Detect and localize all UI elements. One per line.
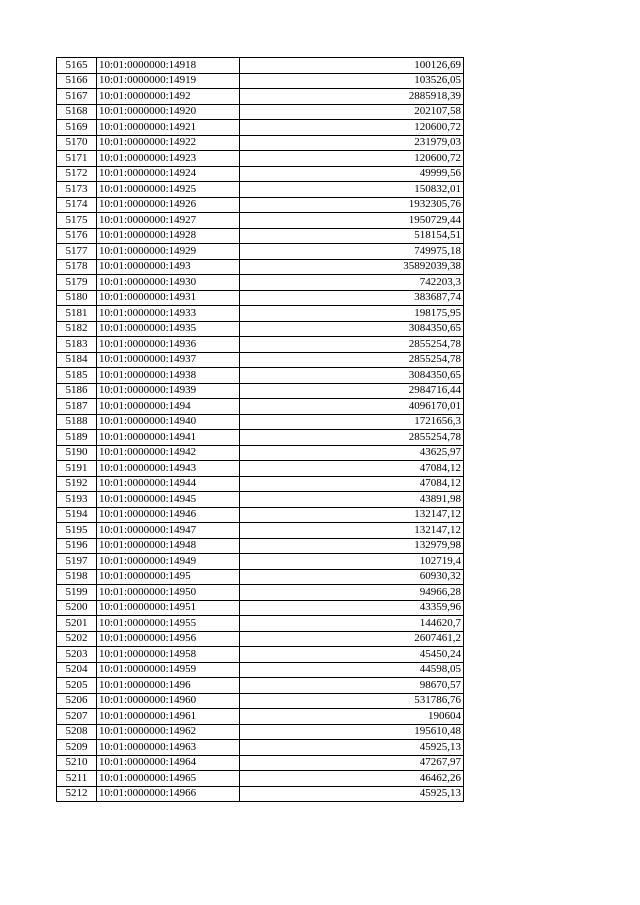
cadastral-number-cell: 10:01:0000000:14959 xyxy=(97,662,240,678)
value-cell: 531786,76 xyxy=(240,693,464,709)
cadastral-number-cell: 10:01:0000000:14937 xyxy=(97,352,240,368)
value-cell: 120600,72 xyxy=(240,120,464,136)
row-number-cell: 5175 xyxy=(57,213,97,229)
cadastral-number-cell: 10:01:0000000:1496 xyxy=(97,678,240,694)
cadastral-number-cell: 10:01:0000000:14947 xyxy=(97,523,240,539)
row-number-cell: 5184 xyxy=(57,352,97,368)
table-row xyxy=(57,600,464,616)
table-row xyxy=(57,213,464,229)
cadastral-number-cell: 10:01:0000000:14922 xyxy=(97,135,240,151)
row-number-cell: 5204 xyxy=(57,662,97,678)
value-cell: 43891,98 xyxy=(240,492,464,508)
value-cell: 35892039,38 xyxy=(240,259,464,275)
cadastral-number-cell: 10:01:0000000:14936 xyxy=(97,337,240,353)
cadastral-number-cell: 10:01:0000000:14955 xyxy=(97,616,240,632)
table-row xyxy=(57,616,464,632)
value-cell: 2855254,78 xyxy=(240,337,464,353)
row-number-cell: 5169 xyxy=(57,120,97,136)
cadastral-number-cell: 10:01:0000000:14927 xyxy=(97,213,240,229)
row-number-cell: 5206 xyxy=(57,693,97,709)
value-cell: 144620,7 xyxy=(240,616,464,632)
row-number-cell: 5196 xyxy=(57,538,97,554)
cadastral-number-cell: 10:01:0000000:14961 xyxy=(97,709,240,725)
value-cell: 202107,58 xyxy=(240,104,464,120)
cadastral-number-cell: 10:01:0000000:14930 xyxy=(97,275,240,291)
table-row xyxy=(57,507,464,523)
table-row xyxy=(57,58,464,74)
cadastral-number-cell: 10:01:0000000:14931 xyxy=(97,290,240,306)
value-cell: 198175,95 xyxy=(240,306,464,322)
row-number-cell: 5182 xyxy=(57,321,97,337)
table-row xyxy=(57,678,464,694)
value-cell: 2855254,78 xyxy=(240,352,464,368)
row-number-cell: 5202 xyxy=(57,631,97,647)
table-row xyxy=(57,724,464,740)
row-number-cell: 5172 xyxy=(57,166,97,182)
cadastral-number-cell: 10:01:0000000:14944 xyxy=(97,476,240,492)
row-number-cell: 5179 xyxy=(57,275,97,291)
row-number-cell: 5194 xyxy=(57,507,97,523)
row-number-cell: 5198 xyxy=(57,569,97,585)
row-number-cell: 5211 xyxy=(57,771,97,787)
row-number-cell: 5180 xyxy=(57,290,97,306)
row-number-cell: 5209 xyxy=(57,740,97,756)
table-row xyxy=(57,523,464,539)
value-cell: 150832,01 xyxy=(240,182,464,198)
cadastral-number-cell: 10:01:0000000:14933 xyxy=(97,306,240,322)
table-row xyxy=(57,476,464,492)
table-row xyxy=(57,662,464,678)
row-number-cell: 5166 xyxy=(57,73,97,89)
cadastral-number-cell: 10:01:0000000:14940 xyxy=(97,414,240,430)
cadastral-number-cell: 10:01:0000000:14964 xyxy=(97,755,240,771)
value-cell: 132147,12 xyxy=(240,507,464,523)
table-row xyxy=(57,275,464,291)
table-row xyxy=(57,538,464,554)
table-row xyxy=(57,709,464,725)
table-row xyxy=(57,352,464,368)
cadastral-number-cell: 10:01:0000000:14951 xyxy=(97,600,240,616)
value-cell: 383687,74 xyxy=(240,290,464,306)
value-cell: 45925,13 xyxy=(240,786,464,802)
table-row xyxy=(57,135,464,151)
value-cell: 132147,12 xyxy=(240,523,464,539)
row-number-cell: 5208 xyxy=(57,724,97,740)
value-cell: 1950729,44 xyxy=(240,213,464,229)
row-number-cell: 5167 xyxy=(57,89,97,105)
table-row xyxy=(57,755,464,771)
value-cell: 190604 xyxy=(240,709,464,725)
row-number-cell: 5171 xyxy=(57,151,97,167)
row-number-cell: 5186 xyxy=(57,383,97,399)
cadastral-number-cell: 10:01:0000000:14958 xyxy=(97,647,240,663)
value-cell: 47084,12 xyxy=(240,461,464,477)
table-row xyxy=(57,104,464,120)
value-cell: 2984716,44 xyxy=(240,383,464,399)
value-cell: 98670,57 xyxy=(240,678,464,694)
cadastral-number-cell: 10:01:0000000:1495 xyxy=(97,569,240,585)
cadastral-value-table xyxy=(56,57,464,802)
table-row xyxy=(57,259,464,275)
value-cell: 231979,03 xyxy=(240,135,464,151)
table-row xyxy=(57,430,464,446)
table-row xyxy=(57,647,464,663)
table-row xyxy=(57,693,464,709)
cadastral-number-cell: 10:01:0000000:1492 xyxy=(97,89,240,105)
table-row xyxy=(57,321,464,337)
table-row xyxy=(57,554,464,570)
cadastral-number-cell: 10:01:0000000:14960 xyxy=(97,693,240,709)
row-number-cell: 5203 xyxy=(57,647,97,663)
cadastral-number-cell: 10:01:0000000:14945 xyxy=(97,492,240,508)
value-cell: 1932305,76 xyxy=(240,197,464,213)
value-cell: 49999,56 xyxy=(240,166,464,182)
value-cell: 43625,97 xyxy=(240,445,464,461)
table-row xyxy=(57,244,464,260)
row-number-cell: 5168 xyxy=(57,104,97,120)
table-row xyxy=(57,492,464,508)
cadastral-number-cell: 10:01:0000000:14920 xyxy=(97,104,240,120)
row-number-cell: 5201 xyxy=(57,616,97,632)
value-cell: 2885918,39 xyxy=(240,89,464,105)
table-row xyxy=(57,306,464,322)
table-row xyxy=(57,631,464,647)
value-cell: 3084350,65 xyxy=(240,321,464,337)
table-row xyxy=(57,383,464,399)
cadastral-number-cell: 10:01:0000000:14965 xyxy=(97,771,240,787)
value-cell: 94966,28 xyxy=(240,585,464,601)
value-cell: 45450,24 xyxy=(240,647,464,663)
value-cell: 47267,97 xyxy=(240,755,464,771)
cadastral-number-cell: 10:01:0000000:14948 xyxy=(97,538,240,554)
value-cell: 742203,3 xyxy=(240,275,464,291)
row-number-cell: 5188 xyxy=(57,414,97,430)
value-cell: 44598,05 xyxy=(240,662,464,678)
cadastral-number-cell: 10:01:0000000:14923 xyxy=(97,151,240,167)
table-row xyxy=(57,368,464,384)
cadastral-number-cell: 10:01:0000000:14939 xyxy=(97,383,240,399)
row-number-cell: 5195 xyxy=(57,523,97,539)
table-row xyxy=(57,290,464,306)
cadastral-number-cell: 10:01:0000000:14926 xyxy=(97,197,240,213)
cadastral-number-cell: 10:01:0000000:14925 xyxy=(97,182,240,198)
table-row xyxy=(57,228,464,244)
row-number-cell: 5205 xyxy=(57,678,97,694)
value-cell: 46462,26 xyxy=(240,771,464,787)
value-cell: 43359,96 xyxy=(240,600,464,616)
cadastral-number-cell: 10:01:0000000:14956 xyxy=(97,631,240,647)
cadastral-number-cell: 10:01:0000000:14942 xyxy=(97,445,240,461)
table-row xyxy=(57,182,464,198)
table-row xyxy=(57,399,464,415)
row-number-cell: 5210 xyxy=(57,755,97,771)
table-row xyxy=(57,151,464,167)
value-cell: 100126,69 xyxy=(240,58,464,74)
value-cell: 1721656,3 xyxy=(240,414,464,430)
row-number-cell: 5193 xyxy=(57,492,97,508)
table-row xyxy=(57,445,464,461)
row-number-cell: 5174 xyxy=(57,197,97,213)
table-row xyxy=(57,786,464,802)
cadastral-number-cell: 10:01:0000000:14943 xyxy=(97,461,240,477)
row-number-cell: 5189 xyxy=(57,430,97,446)
cadastral-number-cell: 10:01:0000000:14962 xyxy=(97,724,240,740)
table-row xyxy=(57,197,464,213)
value-cell: 102719,4 xyxy=(240,554,464,570)
value-cell: 518154,51 xyxy=(240,228,464,244)
table-row xyxy=(57,740,464,756)
table-row xyxy=(57,414,464,430)
value-cell: 195610,48 xyxy=(240,724,464,740)
table-row xyxy=(57,337,464,353)
row-number-cell: 5192 xyxy=(57,476,97,492)
cadastral-number-cell: 10:01:0000000:14918 xyxy=(97,58,240,74)
row-number-cell: 5177 xyxy=(57,244,97,260)
value-cell: 2855254,78 xyxy=(240,430,464,446)
table-row xyxy=(57,461,464,477)
cadastral-number-cell: 10:01:0000000:14966 xyxy=(97,786,240,802)
cadastral-number-cell: 10:01:0000000:14935 xyxy=(97,321,240,337)
row-number-cell: 5187 xyxy=(57,399,97,415)
row-number-cell: 5185 xyxy=(57,368,97,384)
value-cell: 120600,72 xyxy=(240,151,464,167)
value-cell: 103526,05 xyxy=(240,73,464,89)
cadastral-number-cell: 10:01:0000000:14950 xyxy=(97,585,240,601)
table-row xyxy=(57,120,464,136)
cadastral-number-cell: 10:01:0000000:14924 xyxy=(97,166,240,182)
value-cell: 3084350,65 xyxy=(240,368,464,384)
cadastral-number-cell: 10:01:0000000:14938 xyxy=(97,368,240,384)
row-number-cell: 5191 xyxy=(57,461,97,477)
cadastral-number-cell: 10:01:0000000:14949 xyxy=(97,554,240,570)
value-cell: 60930,32 xyxy=(240,569,464,585)
table-row xyxy=(57,166,464,182)
row-number-cell: 5178 xyxy=(57,259,97,275)
row-number-cell: 5176 xyxy=(57,228,97,244)
cadastral-number-cell: 10:01:0000000:14921 xyxy=(97,120,240,136)
row-number-cell: 5165 xyxy=(57,58,97,74)
row-number-cell: 5170 xyxy=(57,135,97,151)
cadastral-number-cell: 10:01:0000000:14928 xyxy=(97,228,240,244)
table-row xyxy=(57,73,464,89)
row-number-cell: 5207 xyxy=(57,709,97,725)
row-number-cell: 5197 xyxy=(57,554,97,570)
table-row xyxy=(57,585,464,601)
table-row xyxy=(57,569,464,585)
row-number-cell: 5212 xyxy=(57,786,97,802)
row-number-cell: 5190 xyxy=(57,445,97,461)
cadastral-number-cell: 10:01:0000000:1493 xyxy=(97,259,240,275)
value-cell: 47084,12 xyxy=(240,476,464,492)
document-table-container xyxy=(56,57,464,802)
cadastral-number-cell: 10:01:0000000:14929 xyxy=(97,244,240,260)
value-cell: 132979,98 xyxy=(240,538,464,554)
cadastral-number-cell: 10:01:0000000:14963 xyxy=(97,740,240,756)
value-cell: 4096170,01 xyxy=(240,399,464,415)
row-number-cell: 5200 xyxy=(57,600,97,616)
table-body xyxy=(57,58,464,802)
cadastral-number-cell: 10:01:0000000:1494 xyxy=(97,399,240,415)
row-number-cell: 5173 xyxy=(57,182,97,198)
row-number-cell: 5183 xyxy=(57,337,97,353)
cadastral-number-cell: 10:01:0000000:14919 xyxy=(97,73,240,89)
row-number-cell: 5181 xyxy=(57,306,97,322)
row-number-cell: 5199 xyxy=(57,585,97,601)
cadastral-number-cell: 10:01:0000000:14941 xyxy=(97,430,240,446)
value-cell: 749975,18 xyxy=(240,244,464,260)
table-row xyxy=(57,771,464,787)
cadastral-number-cell: 10:01:0000000:14946 xyxy=(97,507,240,523)
value-cell: 2607461,2 xyxy=(240,631,464,647)
table-row xyxy=(57,89,464,105)
value-cell: 45925,13 xyxy=(240,740,464,756)
